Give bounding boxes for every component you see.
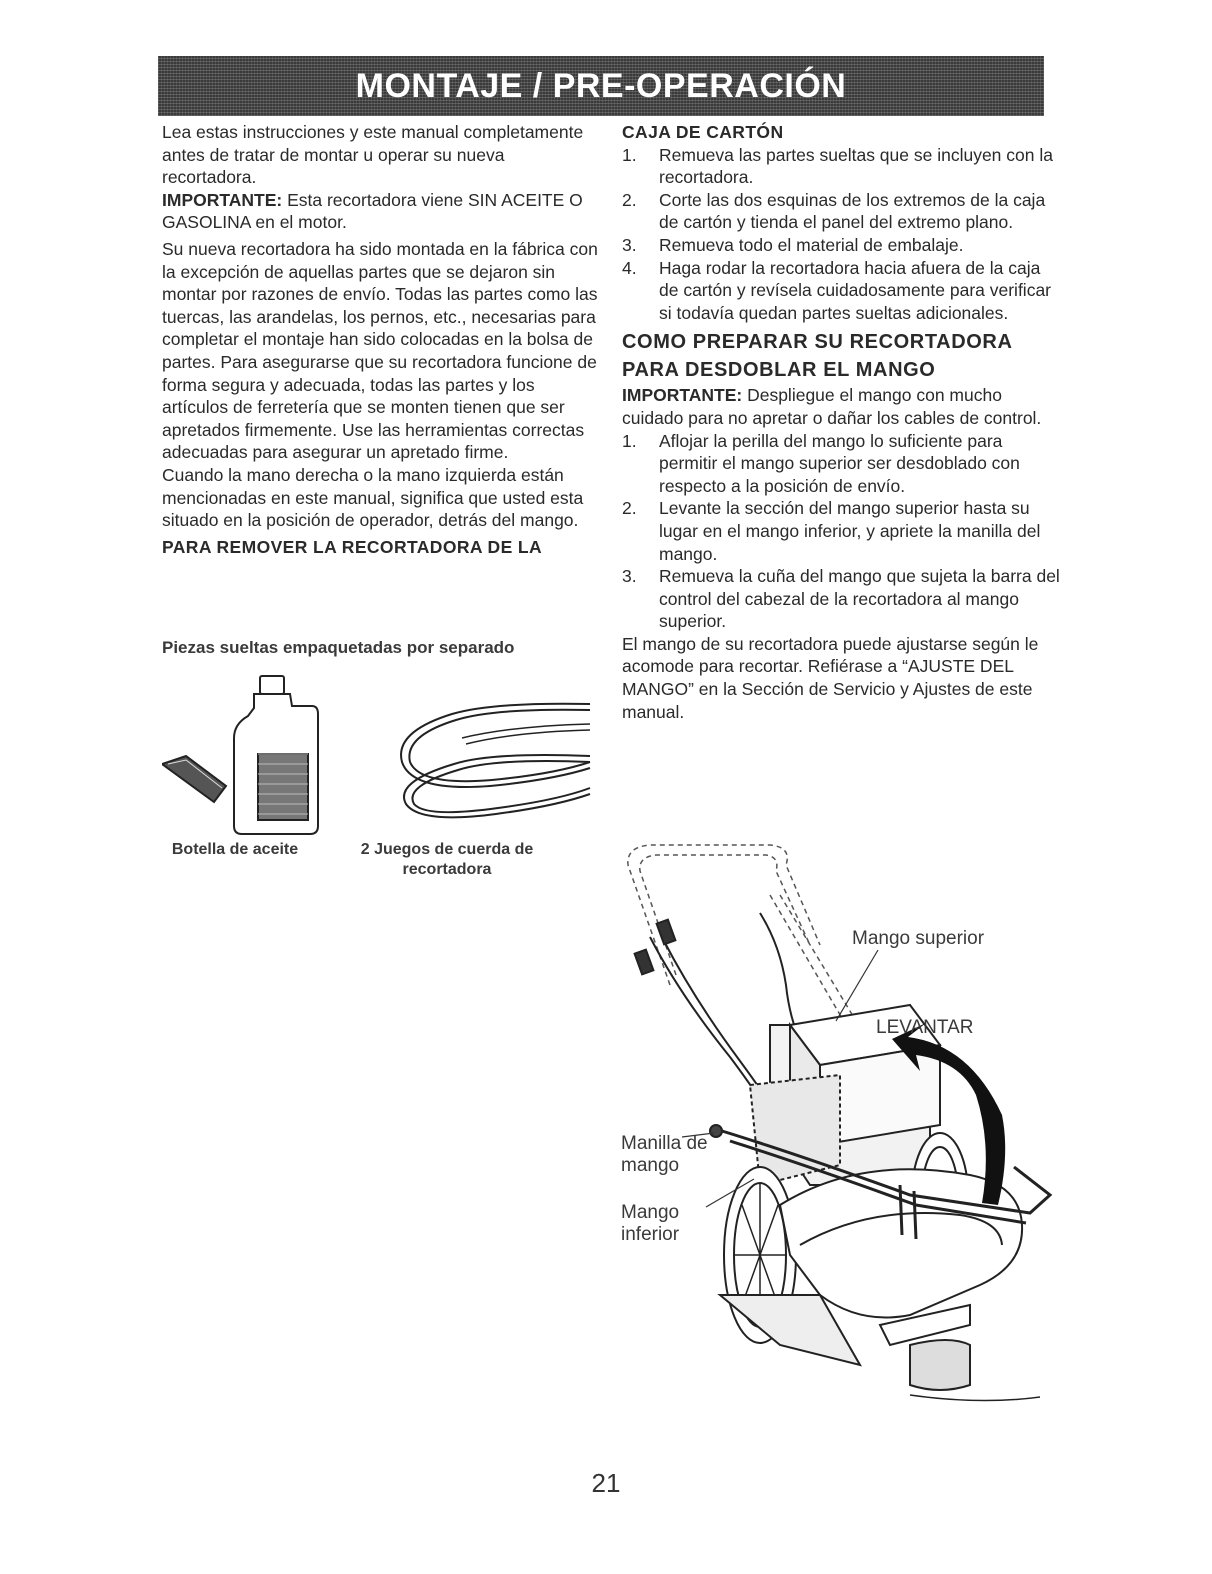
- label-upper-handle: Mango superior: [852, 928, 985, 949]
- list-item: 3. Remueva la cuña del mango que sujeta la barra del control del cabezal de la recortadora al mango superior.: [622, 566, 1060, 632]
- list-item: 2. Corte las dos esquinas de los extremos de la caja de cartón y tienda el panel del extremo plano.: [622, 189, 1046, 233]
- label-handle-knob: Manilla de mango: [621, 1133, 708, 1176]
- box-heading: CAJA DE CARTÓN: [622, 122, 784, 142]
- list-item: 3. Remueva todo el material de embalaje.: [622, 234, 964, 255]
- intro-paragraph: Lea estas instrucciones y este manual completamente antes de tratar de montar u operar su nueva recortadora.: [162, 122, 584, 188]
- right-column: [622, 121, 1062, 723]
- list-item: 2. Levante la sección del mango superior hasta su lugar en el mango inferior, y apriete la manilla del mango.: [622, 498, 1041, 564]
- caption-trimmer-line: 2 Juegos de cuerda de recortadora: [360, 841, 534, 878]
- loose-parts-figure: [162, 668, 602, 838]
- oil-bottle-icon: [162, 676, 318, 834]
- handle-steps-list: [622, 430, 1062, 633]
- hands-paragraph: Cuando la mano derecha o la mano izquierda están mencionadas en este manual, significa que usted esta situado en la posición de operador, detrás del mango.: [162, 464, 584, 531]
- label-lift: LEVANTAR: [876, 1017, 974, 1038]
- important-text: Esta recortadora viene SIN ACEITE O GASOLINA en el motor.: [162, 189, 583, 233]
- left-column: [162, 121, 600, 558]
- important-note: [162, 189, 600, 234]
- important-label: IMPORTANTE:: [162, 189, 283, 210]
- list-item: 1. Remueva las partes sueltas que se incluyen con la recortadora.: [622, 144, 1053, 188]
- important-label: IMPORTANTE:: [622, 385, 743, 406]
- trimmer-line-icon: [401, 704, 590, 818]
- list-item: 1. Aflojar la perilla del mango lo suficiente para permitir el mango superior ser desdoblado con respecto a la posición de envío.: [622, 430, 1020, 496]
- page-number: 21: [591, 1468, 621, 1498]
- remove-heading: PARA REMOVER LA RECORTADORA DE LA: [162, 536, 543, 557]
- list-item: 4. Haga rodar la recortadora hacia afuera de la caja de cartón y revísela cuidadosamente para verificar si todavía quedan partes sueltas adicionales.: [622, 257, 1052, 323]
- important-text: Despliegue el mango con mucho cuidado para no apretar o dañar los cables de control.: [622, 385, 1042, 428]
- closing-paragraph: El mango de su recortadora puede ajustarse según le acomode para recortar. Refiérase a “AJUSTE DEL MANGO” en la Sección de Servicio y Ajustes de este manual.: [622, 633, 1039, 722]
- trimmer-diagram: [610, 825, 1060, 1410]
- prepare-heading: COMO PREPARAR SU RECORTADORA PARA DESDOBLAR EL MANGO: [622, 331, 1012, 382]
- page-title: MONTAJE / PRE-OPERACIÓN: [355, 67, 847, 105]
- label-lower-handle: Mango inferior: [621, 1202, 680, 1245]
- important-note-right: [622, 384, 1062, 429]
- caption-oil-bottle: Botella de aceite: [171, 841, 299, 858]
- assembly-paragraph: Su nueva recortadora ha sido montada en la fábrica con la excepción de aquellas partes que se dejaron sin montar por razones de envío. Todas las partes como las tuercas, las arandelas, los pernos, etc., necesarias para completar el montaje han sido colocadas en la bolsa de partes. Para asegurarse que su recortadora funcione de forma segura y adecuada, todas las partes y los artículos de ferretería que se monten tienen que ser apretados firmemente. Use las herramientas correctas adecuadas para asegurar un apretado firme.: [162, 238, 598, 463]
- box-steps-list: [622, 144, 1062, 325]
- loose-parts-title: Piezas sueltas empaquetadas por separado: [162, 638, 515, 657]
- header-banner: [158, 56, 1044, 116]
